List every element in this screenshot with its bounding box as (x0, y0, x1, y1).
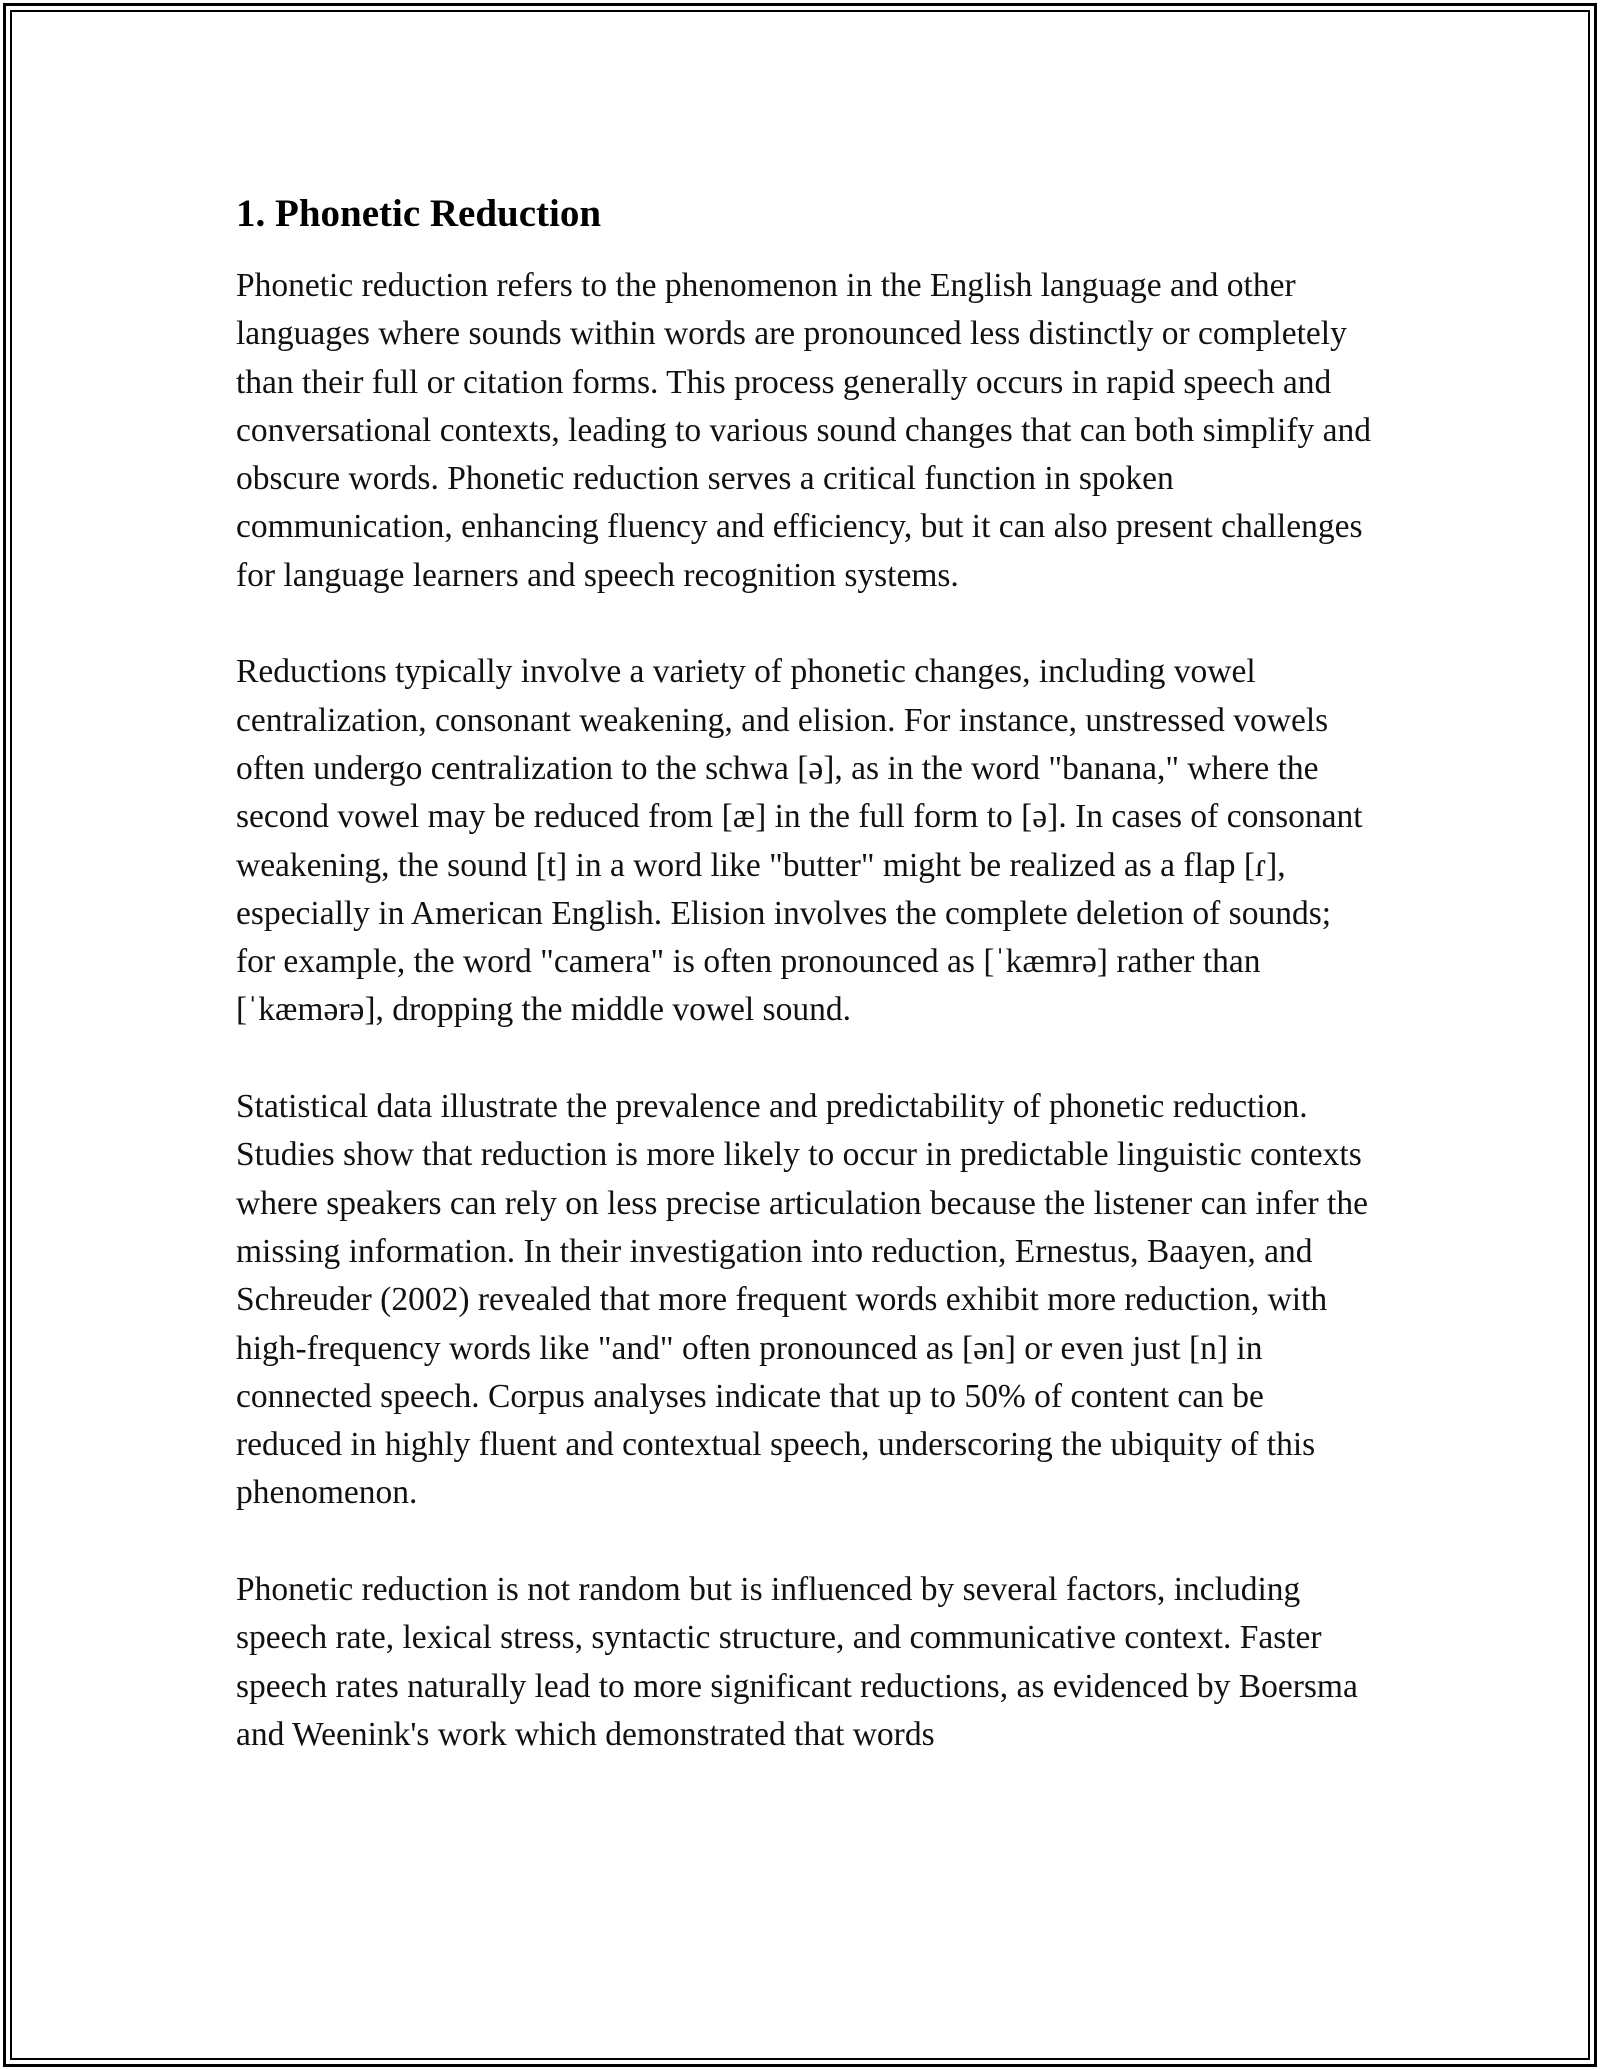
paragraph-3: Statistical data illustrate the prevalence and predictability of phonetic reduction. Studies show that reduction is more likely to occur in predictable linguistic contexts where speakers can rely on less precise articulation because the listener can infer the missing information. In their investigation into reduction, Ernestus, Baayen, and Schreuder (2002) revealed that more frequent words exhibit more reduction, with high-frequency words like "and" often pronounced as [ən] or even just [n] in connected speech. Corpus analyses indicate that up to 50% of content can be reduced in highly fluent and contextual speech, underscoring the ubiquity of this phenomenon. (236, 1088, 1368, 1512)
document-body (236, 186, 1376, 1808)
paragraph-4: Phonetic reduction is not random but is influenced by several factors, including speech rate, lexical stress, syntactic structure, and communicative context. Faster speech rates naturally lead to more significant reductions, as evidenced by Boersma and Weenink's work which demonstrated that words (236, 1571, 1358, 1753)
paragraph-2: Reductions typically involve a variety of phonetic changes, including vowel centralization, consonant weakening, and elision. For instance, unstressed vowels often undergo centralization to the schwa [ə], as in the word "banana," where the second vowel may be reduced from [æ] in the full form to [ə]. In cases of consonant weakening, the sound [t] in a word like "butter" might be realized as a flap [ɾ], especially in American English. Elision involves the complete deletion of sounds; for example, the word "camera" is often pronounced as [ˈkæmrə] rather than [ˈkæmərə], dropping the middle vowel sound. (236, 653, 1363, 1029)
paragraph-1: Phonetic reduction refers to the phenomenon in the English language and other languages where sounds within words are pronounced less distinctly or completely than their full or citation forms. This process generally occurs in rapid speech and conversational contexts, leading to various sound changes that can both simplify and obscure words. Phonetic reduction serves a critical function in spoken communication, enhancing fluency and efficiency, but it can also present challenges for language learners and speech recognition systems. (236, 267, 1372, 594)
section-title: 1. Phonetic Reduction (236, 192, 602, 235)
